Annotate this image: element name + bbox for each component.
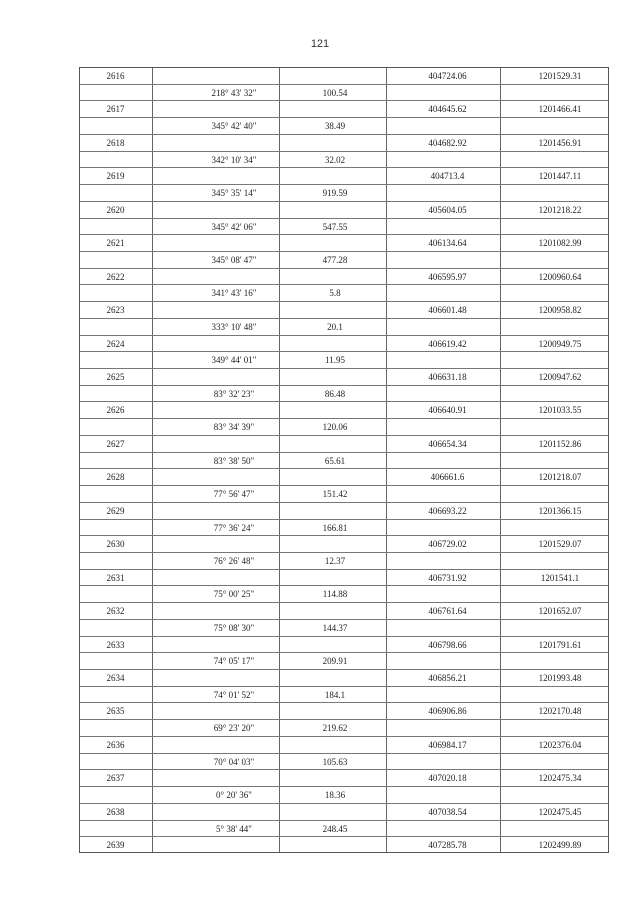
distance-cell: 12.37 <box>324 555 346 566</box>
easting-cell: 1201466.41 <box>538 104 582 115</box>
northing-cell <box>400 821 495 837</box>
bearing-cell <box>180 302 288 318</box>
northing-cell <box>400 219 495 235</box>
point-cell <box>80 720 151 736</box>
northing-cell <box>400 453 495 469</box>
bearing-cell: 74° 01' 52" <box>213 689 255 700</box>
distance-cell: 38.49 <box>324 121 346 132</box>
easting-cell: 1201529.31 <box>538 71 582 81</box>
distance-cell: 20.1 <box>327 321 343 332</box>
bearing-cell: 75° 00' 25" <box>213 589 255 600</box>
bearing-cell <box>180 369 288 385</box>
bearing-cell: 75° 08' 30" <box>213 622 255 633</box>
bearing-cell: 83° 34' 39" <box>213 422 255 433</box>
point-cell <box>80 219 151 235</box>
easting-cell <box>510 252 610 268</box>
bearing-cell <box>180 536 288 552</box>
northing-cell: 404645.62 <box>428 104 467 115</box>
table-row <box>80 202 608 219</box>
northing-cell: 406798.66 <box>428 639 467 650</box>
distance-cell <box>285 469 385 485</box>
easting-cell: 1201366.15 <box>538 505 582 516</box>
bearing-cell <box>180 804 288 820</box>
northing-cell <box>400 787 495 803</box>
bearing-cell: 83° 32' 23" <box>213 388 255 399</box>
easting-cell <box>510 152 610 168</box>
easting-cell <box>510 553 610 569</box>
point-cell: 2623 <box>106 305 125 316</box>
table-row <box>80 269 608 286</box>
northing-cell: 406595.97 <box>428 271 467 282</box>
easting-cell: 1201456.91 <box>538 137 582 148</box>
northing-cell: 406693.22 <box>428 505 467 516</box>
bearing-cell <box>180 670 288 686</box>
northing-cell: 406619.42 <box>428 338 467 349</box>
point-cell: 2632 <box>106 606 125 617</box>
distance-cell <box>285 737 385 753</box>
northing-cell: 406729.02 <box>428 539 467 550</box>
northing-cell: 406906.86 <box>428 706 467 717</box>
distance-cell <box>285 402 385 418</box>
table-row <box>80 703 608 720</box>
easting-cell <box>510 118 610 134</box>
northing-cell <box>400 285 495 301</box>
northing-cell: 406631.18 <box>428 372 467 383</box>
table-row <box>80 754 608 771</box>
point-cell: 2635 <box>106 706 125 717</box>
table-row <box>80 603 608 620</box>
table-row <box>80 402 608 419</box>
easting-cell: 1201033.55 <box>538 405 582 416</box>
table-row <box>80 101 608 118</box>
table-row <box>80 319 608 336</box>
easting-cell <box>510 219 610 235</box>
point-cell <box>80 586 151 602</box>
distance-cell: 144.37 <box>322 622 348 633</box>
easting-cell <box>510 653 610 669</box>
easting-cell <box>510 787 610 803</box>
northing-cell <box>400 152 495 168</box>
bearing-cell: 349° 44' 01" <box>211 355 257 366</box>
bearing-cell <box>180 737 288 753</box>
northing-cell: 406134.64 <box>428 238 467 249</box>
northing-cell <box>400 653 495 669</box>
table-row <box>80 670 608 687</box>
easting-cell <box>510 185 610 201</box>
bearing-cell <box>180 637 288 653</box>
table-row <box>80 302 608 319</box>
bearing-cell <box>180 168 288 184</box>
table-row <box>80 486 608 503</box>
point-cell <box>80 520 151 536</box>
distance-cell: 209.91 <box>322 656 348 667</box>
table-row <box>80 168 608 185</box>
northing-cell <box>400 754 495 770</box>
point-cell <box>80 754 151 770</box>
northing-cell: 405604.05 <box>428 204 467 215</box>
easting-cell: 1201447.11 <box>538 171 582 182</box>
table-row <box>80 386 608 403</box>
easting-cell: 1200960.64 <box>538 271 582 282</box>
table-row <box>80 235 608 252</box>
table-row <box>80 821 608 838</box>
distance-cell: 248.45 <box>322 823 348 834</box>
bearing-cell <box>180 837 288 854</box>
table-row <box>80 419 608 436</box>
bearing-cell: 76° 26' 48" <box>213 555 255 566</box>
distance-cell: 477.28 <box>322 254 348 265</box>
point-cell: 2617 <box>106 104 125 115</box>
northing-cell <box>400 720 495 736</box>
distance-cell: 18.36 <box>324 790 346 801</box>
easting-cell: 1201529.07 <box>538 539 582 550</box>
table-row <box>80 637 608 654</box>
distance-cell <box>285 202 385 218</box>
point-cell <box>80 687 151 703</box>
easting-cell: 1201152.86 <box>538 438 582 449</box>
easting-cell: 1200947.62 <box>538 372 582 383</box>
northing-cell: 406761.64 <box>428 606 467 617</box>
bearing-cell <box>180 202 288 218</box>
distance-cell: 120.06 <box>322 422 348 433</box>
distance-cell: 114.88 <box>322 589 348 600</box>
point-cell <box>80 553 151 569</box>
easting-cell: 1202475.45 <box>538 806 582 817</box>
bearing-cell <box>180 603 288 619</box>
bearing-cell: 333° 10' 48" <box>211 321 257 332</box>
easting-cell: 1202376.04 <box>538 739 582 750</box>
bearing-cell <box>180 770 288 786</box>
table-row <box>80 570 608 587</box>
easting-cell <box>510 285 610 301</box>
distance-cell <box>285 670 385 686</box>
bearing-cell: 74° 05' 17" <box>213 656 255 667</box>
table-row <box>80 68 608 85</box>
point-cell: 2637 <box>106 773 125 784</box>
easting-cell: 1201791.61 <box>538 639 582 650</box>
northing-cell <box>400 687 495 703</box>
easting-cell <box>510 386 610 402</box>
table-row <box>80 720 608 737</box>
point-cell <box>80 252 151 268</box>
northing-cell: 407020.18 <box>428 773 467 784</box>
northing-cell: 406856.21 <box>428 673 467 684</box>
easting-cell: 1201218.22 <box>538 204 582 215</box>
bearing-cell: 218° 43' 32" <box>211 87 257 98</box>
point-cell: 2636 <box>106 739 125 750</box>
easting-cell <box>510 821 610 837</box>
bearing-cell <box>180 436 288 452</box>
easting-cell: 1201541.1 <box>540 572 580 583</box>
point-cell: 2622 <box>106 271 125 282</box>
distance-cell <box>285 837 385 854</box>
easting-cell <box>510 486 610 502</box>
bearing-cell <box>180 101 288 117</box>
bearing-cell <box>180 469 288 485</box>
northing-cell: 406601.48 <box>428 305 467 316</box>
table-row <box>80 369 608 386</box>
easting-cell <box>510 319 610 335</box>
distance-cell: 32.02 <box>324 154 346 165</box>
easting-cell <box>510 687 610 703</box>
northing-cell: 406654.34 <box>428 438 467 449</box>
distance-cell: 11.95 <box>325 355 345 366</box>
point-cell <box>80 787 151 803</box>
bearing-cell: 83° 38' 50" <box>213 455 255 466</box>
point-cell: 2621 <box>106 238 125 249</box>
point-cell <box>80 486 151 502</box>
table-row <box>80 152 608 169</box>
distance-cell <box>285 570 385 586</box>
table-row <box>80 620 608 637</box>
easting-cell <box>510 586 610 602</box>
northing-cell: 407285.78 <box>428 840 467 851</box>
easting-cell <box>510 620 610 636</box>
point-cell <box>80 352 151 368</box>
table-row <box>80 85 608 102</box>
distance-cell <box>285 336 385 352</box>
point-cell <box>80 185 151 201</box>
point-cell: 2619 <box>106 171 125 182</box>
coordinate-table <box>79 67 609 853</box>
point-cell: 2634 <box>106 673 125 684</box>
northing-cell <box>400 486 495 502</box>
easting-cell: 1201993.48 <box>538 673 582 684</box>
easting-cell: 1200958.82 <box>538 305 582 316</box>
point-cell <box>80 821 151 837</box>
point-cell: 2625 <box>106 372 125 383</box>
distance-cell <box>285 770 385 786</box>
northing-cell: 404682.92 <box>428 137 467 148</box>
table-row <box>80 453 608 470</box>
table-row <box>80 837 608 854</box>
table-row <box>80 219 608 236</box>
point-cell: 2633 <box>106 639 125 650</box>
point-cell <box>80 453 151 469</box>
bearing-cell <box>180 703 288 719</box>
easting-cell: 1202170.48 <box>538 706 582 717</box>
distance-cell: 100.54 <box>322 87 348 98</box>
bearing-cell: 77° 56' 47" <box>213 489 255 500</box>
northing-cell: 404713.4 <box>430 171 465 182</box>
easting-cell: 1202499.89 <box>538 840 582 851</box>
distance-cell: 105.63 <box>322 756 348 767</box>
distance-cell <box>285 235 385 251</box>
table-row <box>80 135 608 152</box>
easting-cell <box>510 720 610 736</box>
point-cell: 2620 <box>106 204 125 215</box>
distance-cell <box>285 369 385 385</box>
northing-cell: 407038.54 <box>428 806 467 817</box>
bearing-cell: 345° 08' 47" <box>211 254 257 265</box>
easting-cell <box>510 419 610 435</box>
distance-cell: 547.55 <box>322 221 348 232</box>
point-cell: 2626 <box>106 405 125 416</box>
point-cell <box>80 419 151 435</box>
northing-cell: 406640.91 <box>428 405 467 416</box>
table-row <box>80 787 608 804</box>
table-row <box>80 503 608 520</box>
point-cell <box>80 118 151 134</box>
distance-cell: 184.1 <box>324 689 346 700</box>
distance-cell: 219.62 <box>322 723 348 734</box>
table-row <box>80 804 608 821</box>
bearing-cell <box>180 235 288 251</box>
easting-cell: 1201218.07 <box>538 472 582 483</box>
bearing-cell <box>180 503 288 519</box>
bearing-cell: 345° 35' 14" <box>211 188 257 199</box>
northing-cell <box>400 85 495 101</box>
point-cell <box>80 152 151 168</box>
table-row <box>80 118 608 135</box>
easting-cell <box>510 520 610 536</box>
table-row <box>80 653 608 670</box>
distance-cell <box>285 68 385 84</box>
point-cell <box>80 85 151 101</box>
distance-cell <box>285 135 385 151</box>
northing-cell <box>400 386 495 402</box>
northing-cell <box>400 520 495 536</box>
northing-cell <box>400 620 495 636</box>
bearing-cell: 5° 38' 44" <box>216 823 252 834</box>
distance-cell <box>285 101 385 117</box>
bearing-cell: 0° 20' 36" <box>216 790 252 801</box>
table-row <box>80 469 608 486</box>
distance-cell <box>285 436 385 452</box>
table-row <box>80 352 608 369</box>
point-cell: 2624 <box>106 338 125 349</box>
northing-cell <box>400 553 495 569</box>
distance-cell: 5.8 <box>329 288 341 299</box>
easting-cell <box>510 352 610 368</box>
table-row <box>80 737 608 754</box>
point-cell <box>80 620 151 636</box>
table-row <box>80 536 608 553</box>
point-cell: 2627 <box>106 438 125 449</box>
northing-cell <box>400 352 495 368</box>
northing-cell: 404724.06 <box>428 71 467 81</box>
bearing-cell: 77° 36' 24" <box>213 522 255 533</box>
table-row <box>80 336 608 353</box>
northing-cell <box>400 586 495 602</box>
bearing-cell <box>180 68 288 84</box>
bearing-cell <box>180 336 288 352</box>
point-cell: 2638 <box>106 806 125 817</box>
distance-cell <box>285 269 385 285</box>
distance-cell: 65.61 <box>324 455 346 466</box>
table-row <box>80 553 608 570</box>
easting-cell <box>510 85 610 101</box>
distance-cell <box>285 503 385 519</box>
bearing-cell: 345° 42' 40" <box>211 121 257 132</box>
northing-cell <box>400 118 495 134</box>
bearing-cell: 345° 42' 06" <box>211 221 257 232</box>
distance-cell <box>285 804 385 820</box>
point-cell: 2618 <box>106 137 125 148</box>
bearing-cell: 341° 43' 16" <box>211 288 257 299</box>
point-cell: 2630 <box>106 539 125 550</box>
bearing-cell <box>180 570 288 586</box>
distance-cell <box>285 603 385 619</box>
distance-cell: 166.81 <box>322 522 348 533</box>
table-row <box>80 252 608 269</box>
northing-cell <box>400 252 495 268</box>
point-cell <box>80 319 151 335</box>
distance-cell <box>285 703 385 719</box>
easting-cell <box>510 453 610 469</box>
distance-cell: 919.59 <box>322 188 348 199</box>
easting-cell: 1200949.75 <box>538 338 582 349</box>
bearing-cell <box>180 269 288 285</box>
table-row <box>80 586 608 603</box>
easting-cell: 1201082.99 <box>538 238 582 249</box>
northing-cell: 406984.17 <box>428 739 467 750</box>
distance-cell: 86.48 <box>324 388 346 399</box>
point-cell: 2616 <box>106 71 125 81</box>
table-row <box>80 285 608 302</box>
point-cell: 2631 <box>106 572 125 583</box>
distance-cell <box>285 536 385 552</box>
bearing-cell: 69° 23' 20" <box>213 723 255 734</box>
bearing-cell: 70° 04' 03" <box>213 756 255 767</box>
table-row <box>80 770 608 787</box>
easting-cell: 1201652.07 <box>538 606 582 617</box>
northing-cell <box>400 319 495 335</box>
table-row <box>80 185 608 202</box>
page-number: 121 <box>310 38 330 50</box>
bearing-cell <box>180 402 288 418</box>
distance-cell <box>285 637 385 653</box>
table-row <box>80 520 608 537</box>
northing-cell <box>400 419 495 435</box>
point-cell: 2628 <box>106 472 125 483</box>
easting-cell <box>510 754 610 770</box>
distance-cell <box>285 302 385 318</box>
table-row <box>80 436 608 453</box>
point-cell: 2629 <box>106 505 125 516</box>
northing-cell <box>400 185 495 201</box>
bearing-cell: 342° 10' 34" <box>211 154 257 165</box>
point-cell: 2639 <box>106 840 125 851</box>
table-row <box>80 687 608 704</box>
point-cell <box>80 386 151 402</box>
distance-cell: 151.42 <box>322 489 348 500</box>
northing-cell: 406661.6 <box>430 472 465 483</box>
point-cell <box>80 285 151 301</box>
easting-cell: 1202475.34 <box>538 773 582 784</box>
distance-cell <box>285 168 385 184</box>
northing-cell: 406731.92 <box>428 572 467 583</box>
point-cell <box>80 653 151 669</box>
bearing-cell <box>180 135 288 151</box>
